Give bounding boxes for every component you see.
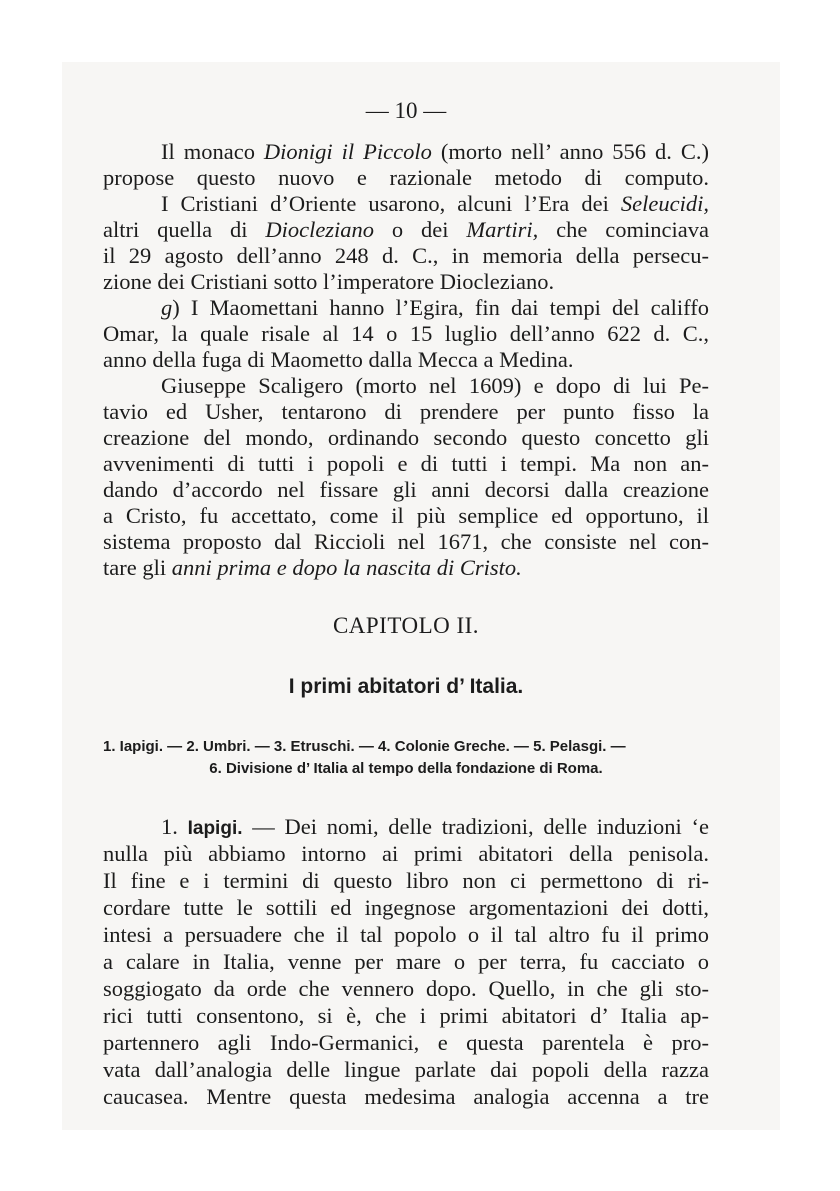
paragraph-line: Omar, la quale risale al 14 o 15 luglio dell’anno 622 d. C., (103, 321, 709, 346)
paragraph-line: rici tutti consentono, si è, che i primi abitatori d’ Italia ap- (103, 1003, 709, 1028)
chapter-summary: 1. Iapigi. — 2. Umbri. — 3. Etruschi. — 4. Colonie Greche. — 5. Pelasgi. — (103, 738, 626, 755)
paragraph-line: nulla più abbiamo intorno ai primi abitatori della penisola. (103, 841, 709, 866)
paragraph-line: g) I Maomettani hanno l’Egira, fin dai tempi del califfo (161, 295, 709, 320)
paragraph-line: vata dall’analogia delle lingue parlate dai popoli della razza (103, 1057, 709, 1082)
paragraph-line: partennero agli Indo-Germanici, e questa parentela è pro- (103, 1030, 709, 1055)
paragraph-line: a calare in Italia, venne per mare o per terra, fu cacciato o (103, 949, 709, 974)
paragraph-line: tare gli anni prima e dopo la nascita di Cristo. (103, 555, 522, 580)
paragraph-line: cordare tutte le sottili ed ingegnose argomentazioni dei dotti, (103, 895, 709, 920)
paragraph-line: 1. Iapigi. — Dei nomi, delle tradizioni, delle induzioni ‘e (161, 814, 709, 839)
paragraph-line: dando d’accordo nel fissare gli anni decorsi dalla creazione (103, 477, 709, 502)
paragraph-line: intesi a persuadere che il tal popolo o il tal altro fu il primo (103, 922, 709, 947)
chapter-subtitle: I primi abitatori d’ Italia. (288, 675, 524, 698)
chapter-title: CAPITOLO II. (332, 613, 480, 638)
paragraph-line: Giuseppe Scaligero (morto nel 1609) e dopo di lui Pe- (161, 373, 709, 398)
paragraph-line: tavio ed Usher, tentarono di prendere per punto fisso la (103, 399, 709, 424)
paragraph-line: Il monaco Dionigi il Piccolo (morto nell’ anno 556 d. C.) (161, 139, 709, 164)
paragraph-line: avvenimenti di tutti i popoli e di tutti i tempi. Ma non an- (103, 451, 709, 476)
paragraph-line: creazione del mondo, ordinando secondo questo concetto gli (103, 425, 709, 450)
paragraph-line: soggiogato da orde che vennero dopo. Quello, in che gli sto- (103, 976, 709, 1001)
paragraph-line: I Cristiani d’Oriente usarono, alcuni l’Era dei Seleucidi, (161, 191, 709, 216)
paragraph-line: Il fine e i termini di questo libro non ci permettono di ri- (103, 868, 709, 893)
section-heading: Iapigi. (187, 818, 243, 839)
paragraph-line: altri quella di Diocleziano o dei Martiri, che cominciava (103, 217, 709, 242)
paragraph-line: il 29 agosto dell’anno 248 d. C., in memoria della persecu- (103, 243, 709, 268)
paragraph-line: zione dei Cristiani sotto l’imperatore Diocleziano. (103, 269, 555, 294)
paragraph-line: anno della fuga di Maometto dalla Mecca a Medina. (103, 347, 574, 372)
paragraph-line: a Cristo, fu accettato, come il più semplice ed opportuno, il (103, 503, 709, 528)
page-number: — 10 — (365, 98, 447, 123)
paragraph-line: caucasea. Mentre questa medesima analogia accenna a tre (103, 1084, 709, 1109)
chapter-summary: 6. Divisione d’ Italia al tempo della fondazione di Roma. (209, 760, 603, 777)
paragraph-line: sistema proposto dal Riccioli nel 1671, che consiste nel con- (103, 529, 709, 554)
paragraph-line: propose questo nuovo e razionale metodo di computo. (103, 165, 709, 190)
